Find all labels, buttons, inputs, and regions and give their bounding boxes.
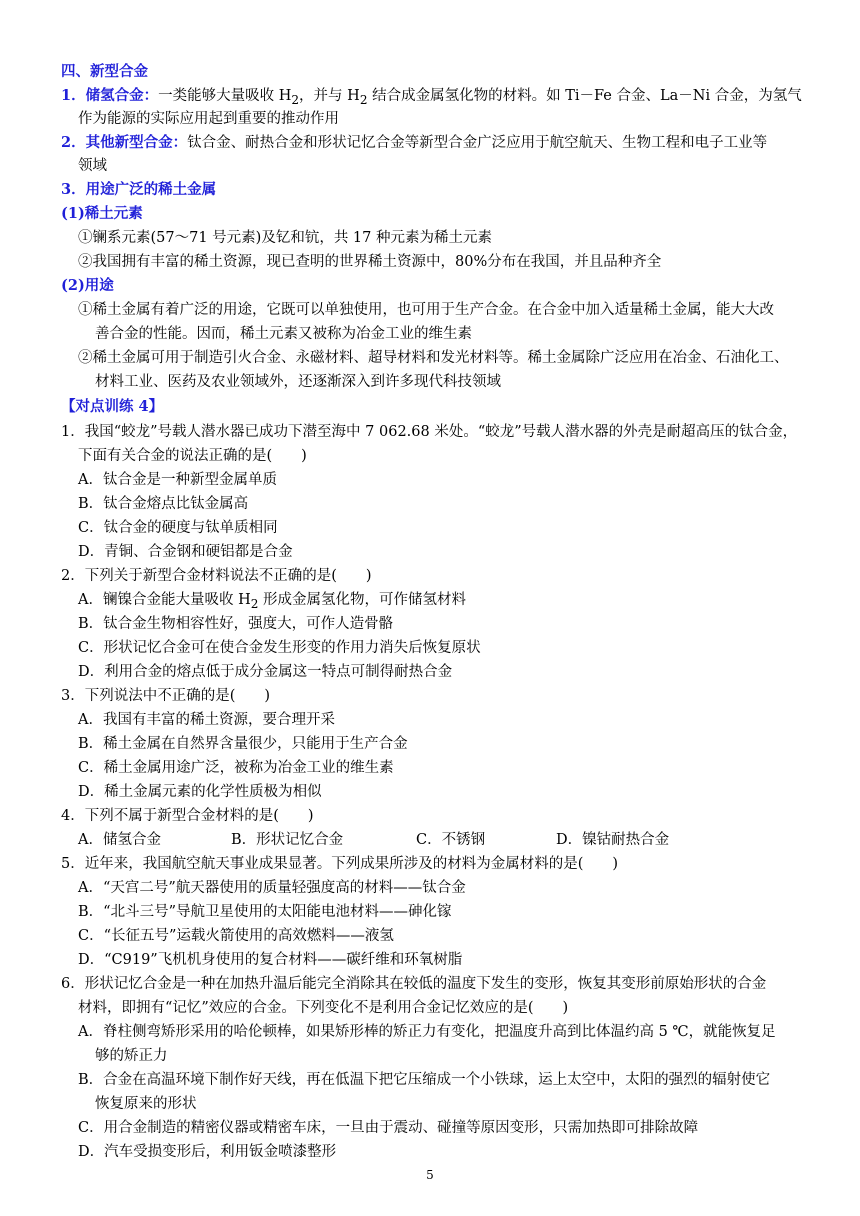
q6-stem-line1: 6．形状记忆合金是一种在加热升温后能完全消除其在较低的温度下发生的变形，恢复其变形前原始形状的合金: [61, 976, 767, 992]
q4-option-c: C．不锈钢: [416, 832, 486, 848]
q3-stem: 3．下列说法中不正确的是( ): [61, 688, 271, 704]
q6-option-a-line1: A．脊柱侧弯矫形采用的哈伦顿棒，如果矫形棒的矫正力有变化，把温度升高到比体温约高 5 ℃，就能恢复足: [78, 1024, 776, 1040]
page-number: 5: [426, 1168, 434, 1182]
item2-label: 2．其他新型合金：: [61, 134, 188, 151]
practice-title: 【对点训练 4】: [61, 398, 164, 415]
item1-label: 1．储氢合金：: [61, 87, 159, 104]
sub1-point1: ①镧系元素(57～71 号元素)及钇和钪，共 17 种元素为稀土元素: [78, 230, 492, 246]
q3-option-a: A．我国有丰富的稀土资源，要合理开采: [78, 712, 335, 728]
q2-stem: 2．下列关于新型合金材料说法不正确的是( ): [61, 568, 372, 584]
sub2-heading: (2)用途: [61, 277, 114, 294]
q2-option-c: C．形状记忆合金可在使合金发生形变的作用力消失后恢复原状: [78, 640, 481, 656]
sub2-point2-line1: ②稀土金属可用于制造引火合金、永磁材料、超导材料和发光材料等。稀土金属除广泛应用在冶金、石油化工、: [78, 350, 789, 366]
section-title: 四、新型合金: [61, 63, 148, 80]
item2-line1: 2．其他新型合金：钛合金、耐热合金和形状记忆合金等新型合金广泛应用于航空航天、生物工程和电子工业等: [61, 134, 768, 151]
item3-heading: 3．用途广泛的稀土金属: [61, 181, 217, 198]
q5-option-a: A．“天宫二号”航天器使用的质量轻强度高的材料——钛合金: [78, 880, 466, 896]
q5-stem: 5．近年来，我国航空航天事业成果显著。下列成果所涉及的材料为金属材料的是( ): [61, 856, 619, 872]
q5-option-d: D．“C919”飞机机身使用的复合材料——碳纤维和环氧树脂: [78, 952, 463, 968]
q1-option-b: B．钛合金熔点比钛金属高: [78, 496, 249, 512]
q2-option-d: D．利用合金的熔点低于成分金属这一特点可制得耐热合金: [78, 664, 453, 680]
item2-line2: 领域: [78, 158, 107, 174]
q1-stem-line1: 1．我国“蛟龙”号载人潜水器已成功下潜至海中 7 062.68 米处。“蛟龙”号载人潜水器的外壳是耐超高压的钛合金，: [61, 424, 798, 440]
q1-option-a: A．钛合金是一种新型金属单质: [78, 472, 277, 488]
q4-option-d: D．镍钴耐热合金: [556, 832, 670, 848]
q2-option-a: A．镧镍合金能大量吸收 $H_2$ 形成金属氢化物，可作储氢材料: [78, 592, 467, 611]
q5-option-b: B．“北斗三号”导航卫星使用的太阳能电池材料——砷化镓: [78, 904, 452, 920]
item1-line2: 作为能源的实际应用起到重要的推动作用: [78, 111, 339, 127]
q6-option-a-line2: 够的矫正力: [95, 1048, 168, 1064]
q3-option-b: B．稀土金属在自然界含量很少，只能用于生产合金: [78, 736, 408, 752]
q6-option-b-line1: B．合金在高温环境下制作好天线，再在低温下把它压缩成一个小铁球，运上太空中，太阳的强烈的辐射使它: [78, 1072, 771, 1088]
q1-option-c: C．钛合金的硬度与钛单质相同: [78, 520, 278, 536]
q4-option-b: B．形状记忆合金: [231, 832, 344, 848]
q6-option-b-line2: 恢复原来的形状: [95, 1096, 197, 1112]
q3-option-c: C．稀土金属用途广泛，被称为冶金工业的维生素: [78, 760, 394, 776]
item1-line1: 1．储氢合金：一类能够大量吸收 $H_2$，并与 $H_2$ 结合成金属氢化物的材料。如 Ti－Fe 合金、La－Ni 合金，为氢气: [61, 87, 802, 107]
sub1-heading: (1)稀土元素: [61, 205, 143, 222]
q5-option-c: C．“长征五号”运载火箭使用的高效燃料——液氢: [78, 928, 394, 944]
q6-option-d: D．汽车受损变形后，利用钣金喷漆整形: [78, 1144, 337, 1160]
q6-stem-line2: 材料，即拥有“记忆”效应的合金。下列变化不是利用合金记忆效应的是( ): [78, 1000, 569, 1016]
q2-option-b: B．钛合金生物相容性好，强度大，可作人造骨骼: [78, 616, 394, 632]
q1-option-d: D．青铜、合金钢和硬铝都是合金: [78, 544, 293, 560]
sub2-point1-line1: ①稀土金属有着广泛的用途，它既可以单独使用，也可用于生产合金。在合金中加入适量稀土金属，能大大改: [78, 302, 774, 318]
sub2-point2-line2: 材料工业、医药及农业领域外，还逐渐深入到许多现代科技领域: [95, 374, 501, 390]
q3-option-d: D．稀土金属元素的化学性质极为相似: [78, 784, 322, 800]
q1-stem-line2: 下面有关合金的说法正确的是( ): [78, 448, 307, 464]
q4-stem: 4．下列不属于新型合金材料的是( ): [61, 808, 314, 824]
q6-option-c: C．用合金制造的精密仪器或精密车床，一旦由于震动、碰撞等原因变形，只需加热即可排除故障: [78, 1120, 699, 1136]
sub2-point1-line2: 善合金的性能。因而，稀土元素又被称为冶金工业的维生素: [95, 326, 472, 342]
sub1-point2: ②我国拥有丰富的稀土资源，现已查明的世界稀土资源中，80%分布在我国，并且品种齐全: [78, 254, 662, 270]
q4-option-a: A．储氢合金: [78, 832, 161, 848]
